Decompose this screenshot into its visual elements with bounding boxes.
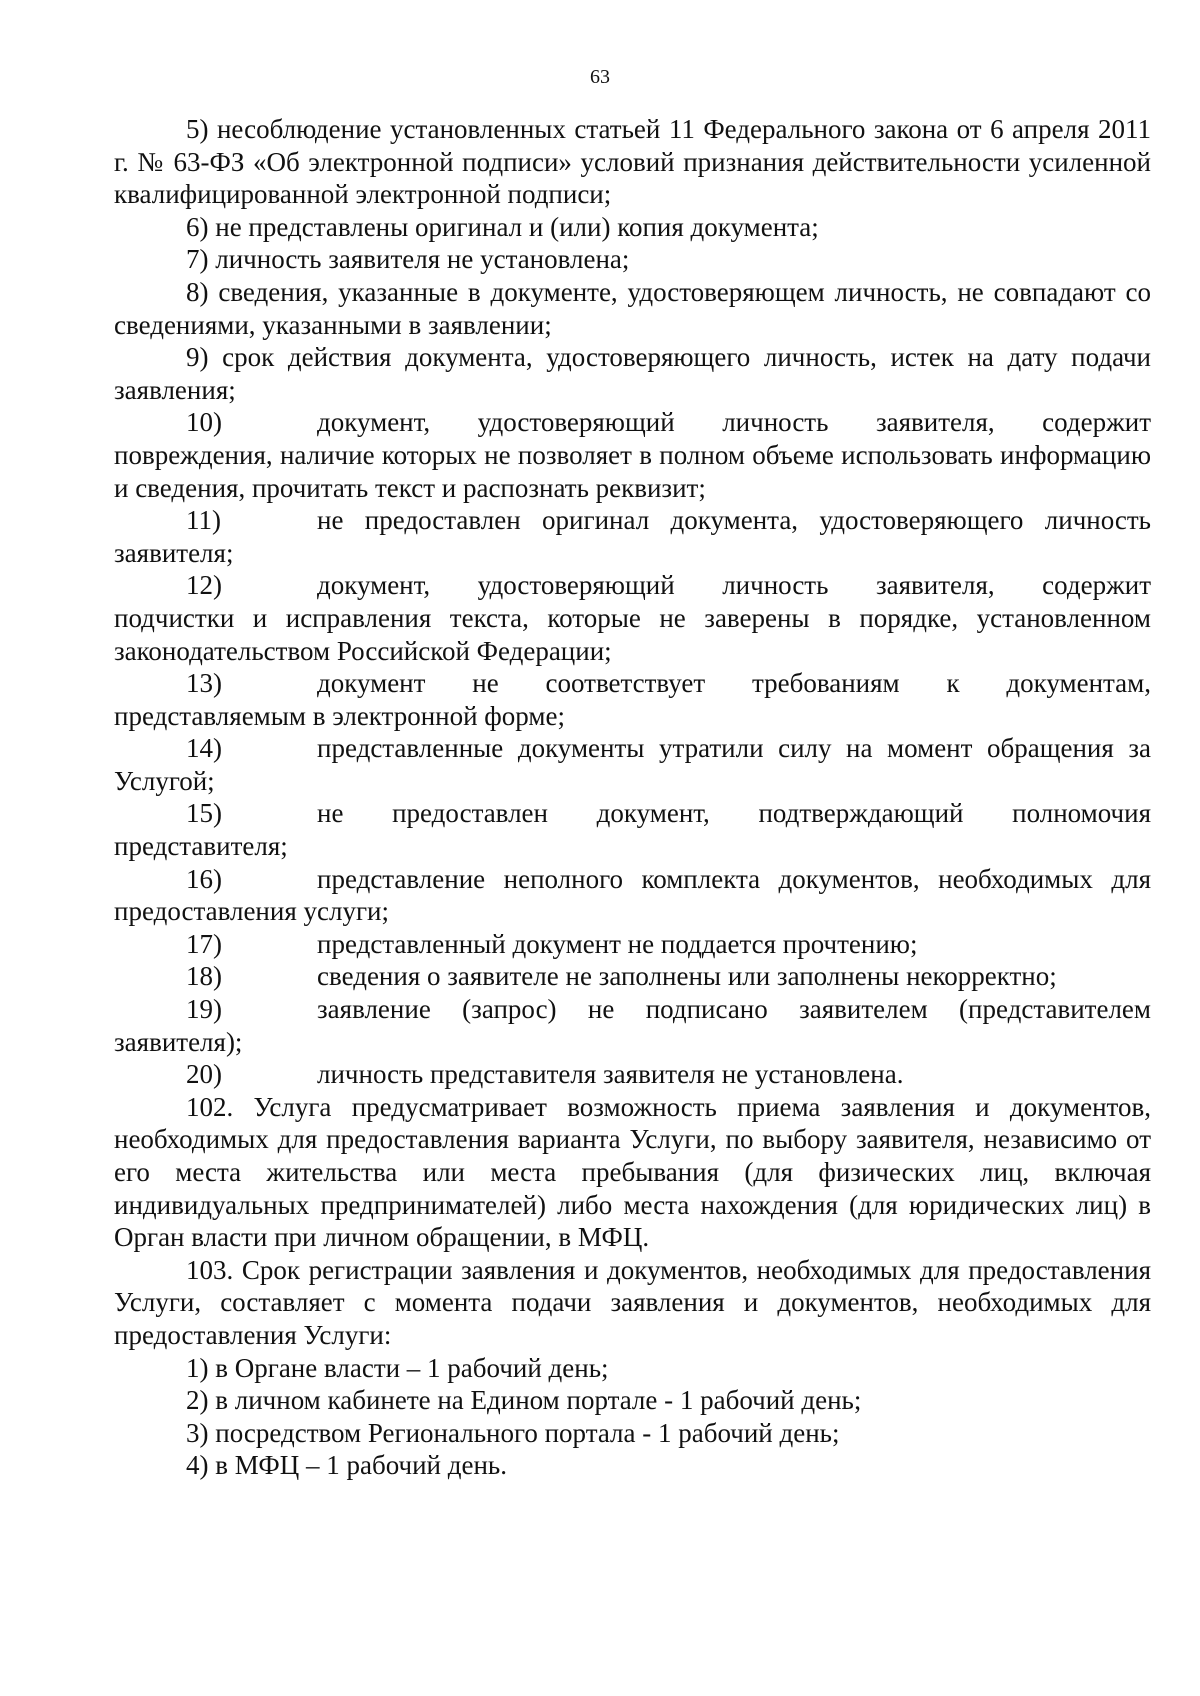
item-text: сведения о заявителе не заполнены или заполнены некорректно; xyxy=(317,961,1057,992)
list-item-12 xyxy=(114,569,1151,667)
item-number: 11) xyxy=(186,505,221,536)
list-item-14 xyxy=(114,732,1151,797)
item-text-first-line: не предоставлен документ, подтверждающий полномочия xyxy=(317,798,1151,829)
document-body xyxy=(114,113,1151,1482)
paragraph-item-6: 6) не представлены оригинал и (или) копия документа; xyxy=(186,211,819,242)
item-text-continuation: представителя; xyxy=(114,831,288,862)
list-item-13 xyxy=(114,667,1151,732)
item-number: 10) xyxy=(186,407,222,438)
paragraph-item-9: 9) срок действия документа, удостоверяющего личность, истек на дату подачи заявления; xyxy=(114,342,1151,405)
item-number: 19) xyxy=(186,994,222,1025)
item-text-first-line: заявление (запрос) не подписано заявителем (представителем xyxy=(317,994,1151,1025)
term-item-3: 3) посредством Регионального портала - 1 рабочий день; xyxy=(186,1417,840,1448)
paragraph-item-7: 7) личность заявителя не установлена; xyxy=(186,244,630,275)
list-item-11 xyxy=(114,504,1151,569)
item-text-first-line: не предоставлен оригинал документа, удостоверяющего личность xyxy=(317,505,1151,536)
item-number: 17) xyxy=(186,928,222,959)
item-text-first-line: документ, удостоверяющий личность заявителя, содержит xyxy=(317,407,1151,438)
item-text-continuation: подчистки и исправления текста, которые не заверены в порядке, установленном законодательством Российской Федерации; xyxy=(114,602,1151,666)
page-number: 63 xyxy=(590,66,610,88)
item-text-first-line: документ не соответствует требованиям к документам, xyxy=(317,668,1151,699)
item-text-continuation: предоставления услуги; xyxy=(114,896,389,927)
list-item-16 xyxy=(114,863,1151,928)
item-number: 16) xyxy=(186,863,222,894)
list-item-15 xyxy=(114,797,1151,862)
paragraph-item-5: 5) несоблюдение установленных статьей 11 Федерального закона от 6 апреля 2011 г. № 63-ФЗ «Об электронной подписи» условий признания действительности усиленной квалифицированной электронной подписи; xyxy=(114,114,1151,210)
item-text-continuation: заявителя; xyxy=(114,537,234,568)
paragraph-item-8: 8) сведения, указанные в документе, удостоверяющем личность, не совпадают со сведениями, указанными в заявлении; xyxy=(114,276,1151,340)
item-number: 13) xyxy=(186,668,222,699)
item-number: 15) xyxy=(186,798,222,829)
clause-103: 103. Срок регистрации заявления и документов, необходимых для предоставления Услуги, составляет с момента подачи заявления и документов, необходимых для предоставления Услуги: xyxy=(114,1254,1151,1350)
item-number: 14) xyxy=(186,733,222,764)
item-number: 20) xyxy=(186,1059,222,1090)
item-text-continuation: представляемым в электронной форме; xyxy=(114,700,565,731)
item-text: представленный документ не поддается прочтению; xyxy=(317,928,918,959)
term-item-4: 4) в МФЦ – 1 рабочий день. xyxy=(186,1450,507,1481)
item-number: 12) xyxy=(186,570,222,601)
item-number: 18) xyxy=(186,961,222,992)
term-item-1: 1) в Органе власти – 1 рабочий день; xyxy=(186,1352,609,1383)
item-text: личность представителя заявителя не установлена. xyxy=(317,1059,904,1090)
item-text-first-line: документ, удостоверяющий личность заявителя, содержит xyxy=(317,570,1151,601)
list-item-17 xyxy=(114,928,1151,961)
term-item-2: 2) в личном кабинете на Едином портале - 1 рабочий день; xyxy=(186,1385,862,1416)
item-text-first-line: представленные документы утратили силу на момент обращения за xyxy=(317,733,1151,764)
list-item-19 xyxy=(114,993,1151,1058)
item-text-first-line: представление неполного комплекта документов, необходимых для xyxy=(317,863,1151,894)
clause-102: 102. Услуга предусматривает возможность приема заявления и документов, необходимых для предоставления варианта Услуги, по выбору заявителя, независимо от его места жительства или места пребывания (для физических лиц, включая индивидуальных предпринимателей) либо места нахождения (для юридических лиц) в Орган власти при личном обращении, в МФЦ. xyxy=(114,1091,1151,1253)
list-item-18 xyxy=(114,960,1151,993)
item-text-continuation: заявителя); xyxy=(114,1026,243,1057)
list-item-20 xyxy=(114,1058,1151,1091)
item-text-continuation: повреждения, наличие которых не позволяет в полном объеме использовать информацию и сведения, прочитать текст и распознать реквизит; xyxy=(114,439,1151,503)
item-text-continuation: Услугой; xyxy=(114,765,215,796)
list-item-10 xyxy=(114,406,1151,504)
